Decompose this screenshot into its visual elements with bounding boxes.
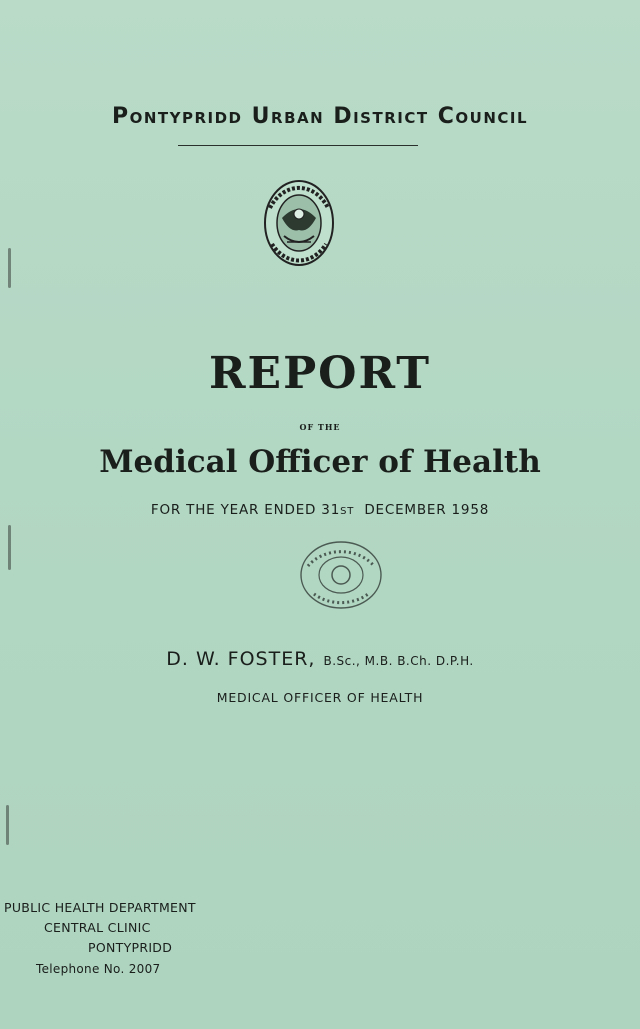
- title-rule: [178, 145, 418, 146]
- address-line-1: PUBLIC HEALTH DEPARTMENT: [4, 900, 196, 915]
- year-ordinal: ST: [340, 506, 355, 517]
- address-telephone: Telephone No. 2007: [36, 962, 161, 976]
- author-role: MEDICAL OFFICER OF HEALTH: [216, 690, 424, 705]
- ministry-library-stamp-icon: [296, 538, 386, 612]
- author-line: [0, 648, 640, 670]
- year-prefix: FOR THE YEAR ENDED 31: [150, 502, 341, 518]
- year-line: [0, 502, 640, 518]
- report-title: REPORT: [208, 348, 432, 399]
- year-suffix: DECEMBER 1958: [364, 502, 490, 518]
- council-title: Pontypridd Urban District Council: [111, 104, 529, 129]
- of-the-label: OF THE: [299, 422, 341, 432]
- address-line-2: CENTRAL CLINIC: [44, 920, 151, 935]
- subject-title: Medical Officer of Health: [99, 444, 541, 480]
- council-seal-icon: [262, 178, 336, 268]
- author-qualifications: B.Sc., M.B. B.Ch. D.P.H.: [323, 654, 474, 668]
- scan-mark: [6, 805, 9, 845]
- scan-mark: [8, 248, 11, 288]
- address-line-3: PONTYPRIDD: [88, 940, 173, 955]
- author-name: D. W. FOSTER,: [166, 648, 316, 670]
- scan-mark: [8, 525, 11, 570]
